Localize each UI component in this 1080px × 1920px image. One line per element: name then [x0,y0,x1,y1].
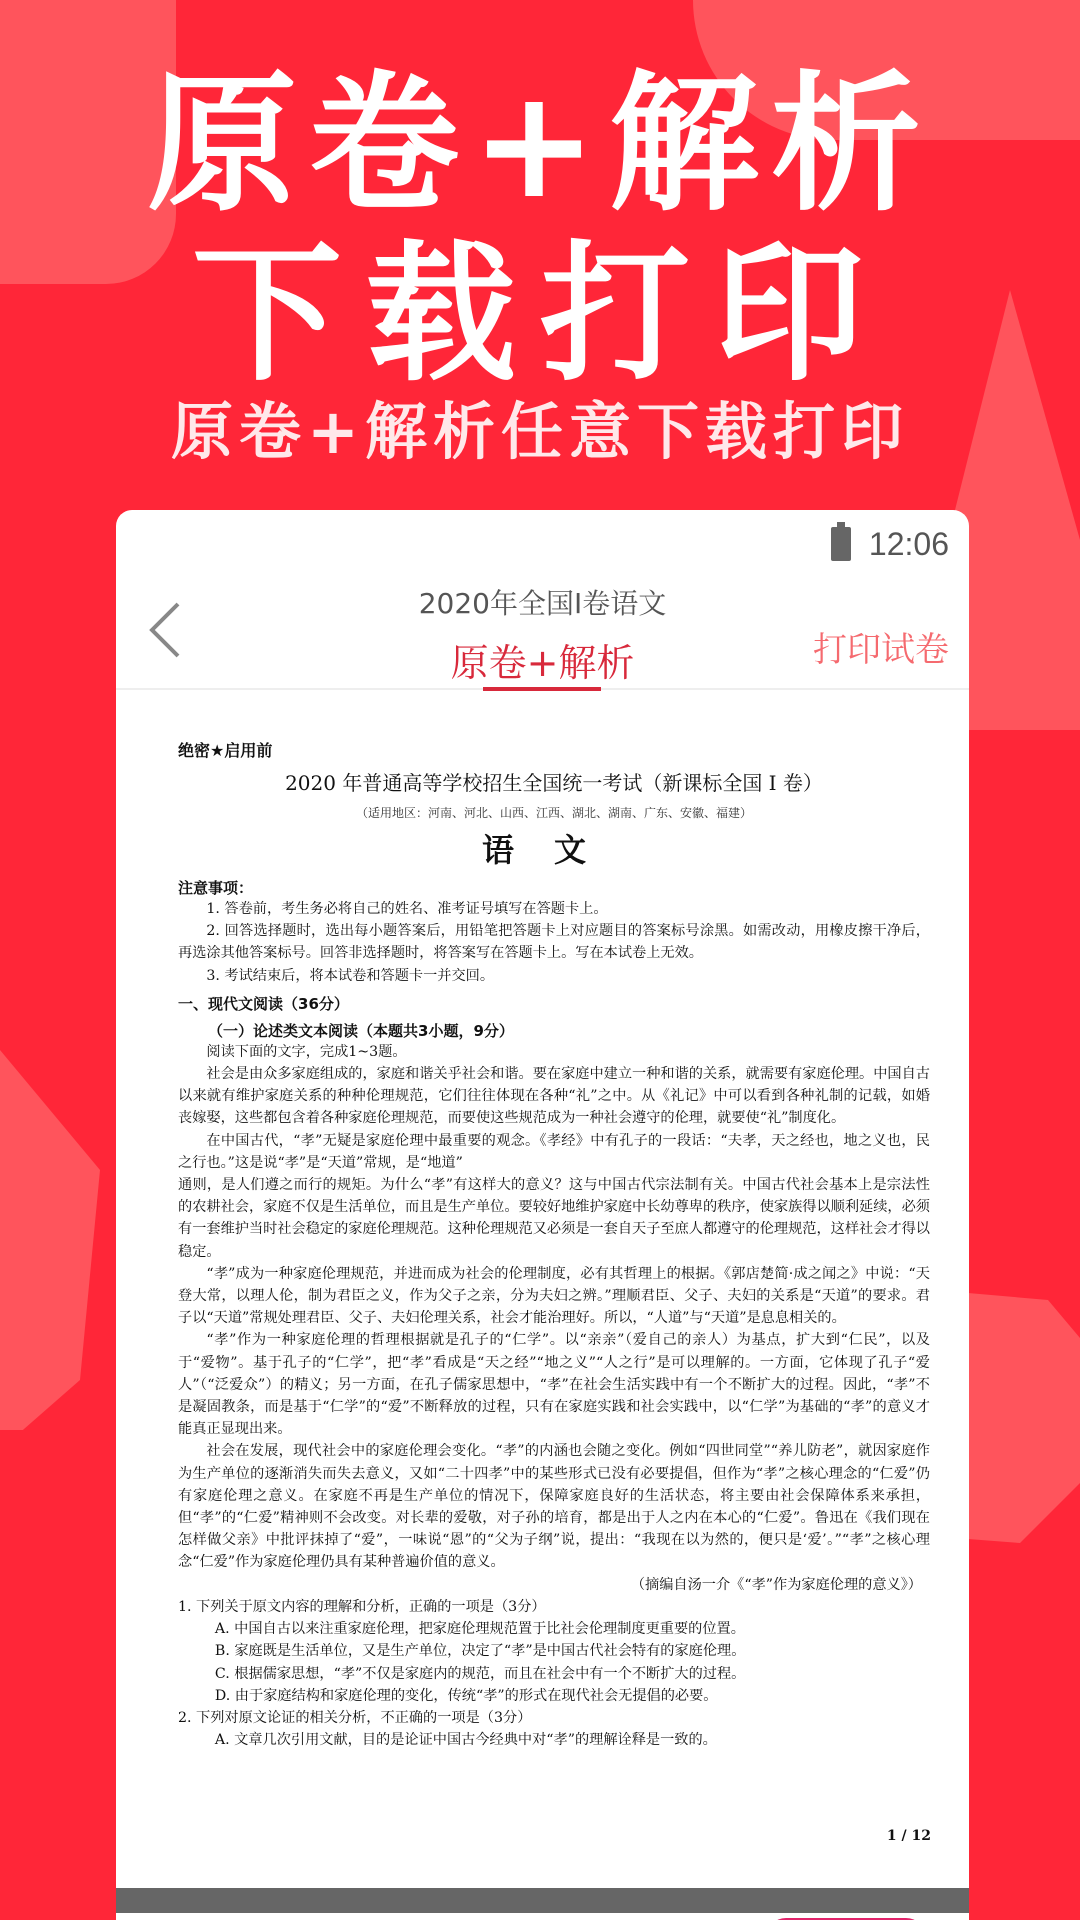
secret-label: 绝密★启用前 [178,741,273,760]
tab-original-with-analysis[interactable]: 原卷+解析 [450,641,635,685]
promo-subheadline: 原卷+解析任意下载打印 [171,395,909,468]
promo-headline-line1: 原卷+解析 [147,58,933,232]
page-title: 2020年全国I卷语文 [418,587,667,620]
question-option: A. 中国自古以来注重家庭伦理，把家庭伦理规范置于比社会伦理制度更重要的位置。 [214,1621,745,1638]
question-option: D. 由于家庭结构和家庭伦理的变化，传统“孝”的形式在现代社会无提倡的必要。 [214,1687,718,1704]
exam-document [178,738,930,1751]
status-bar [831,524,949,564]
bg-shape-left-polygon [0,1050,100,1430]
question-stem: 1. 下列关于原文内容的理解和分析，正确的一项是（3分） [178,1598,546,1615]
question-option: A. 文章几次引用文献，目的是论证中国古今经典中对“孝”的理解诠释是一致的。 [214,1732,717,1749]
passage-paragraph: 社会是由众多家庭组成的，家庭和谐关乎社会和谐。要在家庭中建立一种和谐的关系，就需要有家庭伦理。中国自古以来就有维护家庭关系的种种伦理规范，它们往往体现在各种“礼”之中。从《礼记》中可以看到各种礼制的记载，如婚丧嫁娶，这些都包含着各种家庭伦理规范，而要使这些规范成为一种社会遵守的伦理，就要使“礼”制度化。 [178,1066,930,1127]
print-exam-button[interactable]: 打印试卷 [813,630,949,670]
reading-instruction: 阅读下面的文字，完成1~3题。 [206,1043,407,1060]
exam-title: 2020 年普通高等学校招生全国统一考试（新课标全国 I 卷） [285,771,823,795]
promo-headline-line2: 下载打印 [191,228,888,402]
subject-title: 语文 [481,831,626,869]
applicable-regions: （适用地区：河南、河北、山西、江西、湖北、湖南、广东、安徽、福建） [355,806,752,820]
battery-full-icon [831,527,851,561]
notice-item: 1. 答卷前，考生务必将自己的姓名、准考证号填写在答题卡上。 [206,901,608,917]
page-indicator: 1 / 12 [886,1828,931,1844]
passage-paragraph: 社会在发展，现代社会中的家庭伦理会变化。“孝”的内涵也会随之变化。例如“四世同堂”“养儿防老”，就因家庭作为生产单位的逐渐消失而失去意义，又如“二十四孝”中的某些形式已没有必要提倡，但作为“孝”之核心理念的“仁爱”仍有家庭伦理之意义。在家庭不再是生产单位的情况下，保障家庭良好的生活状态，将主要由社会保障体系来承担，但“孝”的“仁爱”精神则不会改变。对长辈的爱敬，对子孙的培育，都是出于人之内在本心的“仁爱”。鲁迅在《我们现在怎样做父亲》中批评抹掉了“爱”，一味说“恩”的“父为子纲”说，提出：“我现在以为然的，便只是‘爱’。”“孝”之核心理念“仁爱”作为家庭伦理仍具有某种普遍价值的意义。 [178,1443,930,1571]
passage-paragraph: 在中国古代，“孝”无疑是家庭伦理中最重要的观念。《孝经》中有孔子的一段话：“夫孝，天之经也，地之义也，民之行也。”这是说“孝”是“天道”常规，是“地道” [178,1132,930,1171]
phone-screen [116,510,969,1920]
bg-shape-right-polygon [968,1293,1080,1543]
notice-heading: 注意事项： [178,879,254,897]
passage-source: （摘编自汤一介《“孝”作为家庭伦理的意义》） [630,1576,922,1593]
passage-paragraph: “孝”成为一种家庭伦理规范，并进而成为社会的伦理制度，必有其哲理上的根据。《郭店楚简·成之闻之》中说：“天登大常，以理人伦，制为君臣之义，作为父子之亲，分为夫妇之辨。”理顺君臣、父子、夫妇的关系是“天道”的要求。君子以“天道”常规处理君臣、父子、夫妇伦理关系，社会才能治理好。所以，“人道”与“天道”是息息相关的。 [178,1265,930,1327]
question-option: B. 家庭既是生活单位，又是生产单位，决定了“孝”是中国古代社会特有的家庭伦理。 [214,1643,746,1660]
nav-bar [116,560,969,690]
passage-paragraph: “孝”作为一种家庭伦理的哲理根据就是孔子的“仁学”。以“亲亲”（爱自己的亲人）为基点，扩大到“仁民”，以及于“爱物”。基于孔子的“仁学”，把“孝”看成是“天之经”“地之义”“人之行”是可以理解的。一方面，它体现了孔子“爱人”（“泛爱众”）的精义；另一方面，在孔子儒家思想中，“孝”在社会生活实践中有一个不断扩大的过程。因此，“孝”不是凝固教条，而是基于“仁学”的“爱”不断释放的过程，只有在家庭实践和社会实践中，以“仁学”为基础的“孝”的意义才能真正显现出来。 [178,1332,930,1438]
passage-paragraph: 通则，是人们遵之而行的规矩。为什么“孝”有这样大的意义？这与中国古代宗法制有关。中国古代社会基本上是宗法性的农耕社会，家庭不仅是生活单位，而且是生产单位。要较好地维护家庭中长幼尊卑的秩序，使家族得以顺利延续，必须有一套维护当时社会稳定的家庭伦理规范。这种伦理规范又必须是一套自天子至庶人都遵守的伦理规范，这样社会才得以稳定。 [178,1177,930,1260]
page-divider-bar [116,1888,969,1913]
question-option: C. 根据儒家思想，“孝”不仅是家庭内的规范，而且在社会中有一个不断扩大的过程。 [214,1665,746,1682]
notice-item: 2. 回答选择题时，选出每小题答案后，用铅笔把答题卡上对应题目的答案标号涂黑。如需改动，用橡皮擦干净后，再选涂其他答案标号。回答非选择题时，将答案写在答题卡上。写在本试卷上无效。 [178,923,930,962]
status-time: 12:06 [868,525,949,562]
tab-active-indicator [483,687,601,691]
question-stem: 2. 下列对原文论证的相关分析，不正确的一项是（3分） [178,1709,532,1726]
subsection-heading: （一）论述类文本阅读（本题共3小题，9分） [208,1021,514,1040]
notice-item: 3. 考试结束后，将本试卷和答题卡一并交回。 [206,967,495,984]
section-heading: 一、现代文阅读（36分） [178,994,349,1013]
